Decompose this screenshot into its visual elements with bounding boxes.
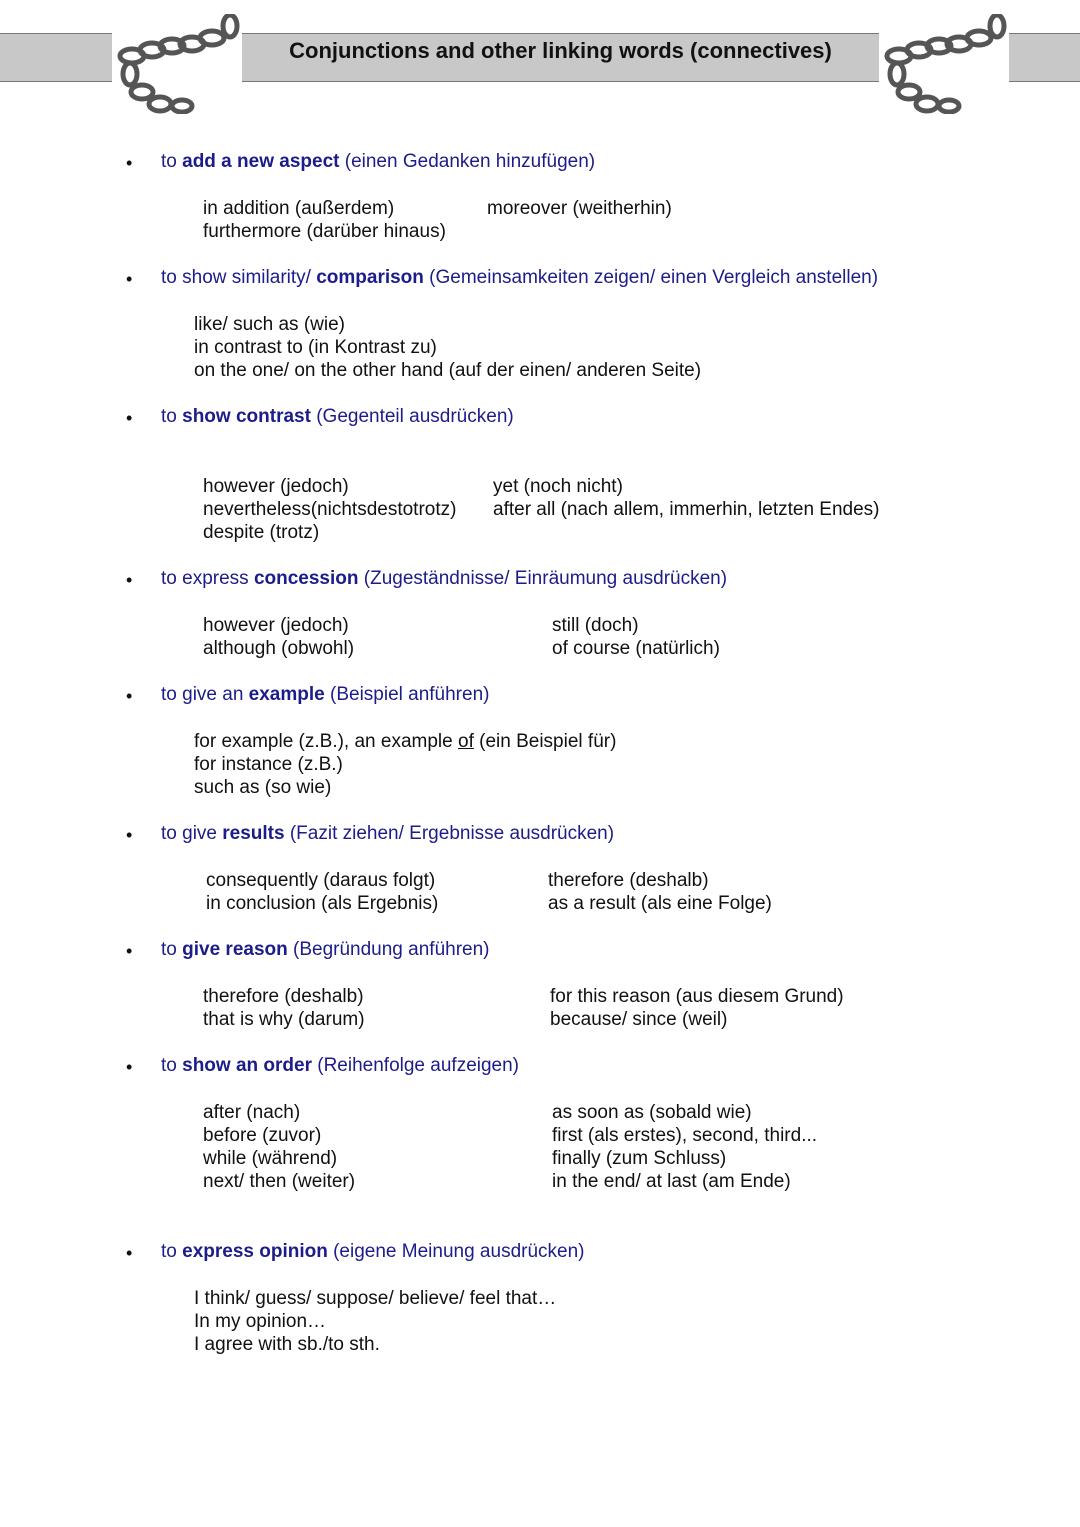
term-column-left: [194, 730, 616, 799]
term-column-right: [548, 869, 772, 915]
term: although (obwohl): [203, 638, 355, 659]
header-band-left: [0, 33, 112, 82]
bullet: •: [126, 1243, 133, 1263]
term-column-right: [487, 197, 672, 220]
section-heading: to give an example (Beispiel anführen): [161, 684, 490, 705]
chain-icon: [112, 14, 242, 114]
section-heading: to give results (Fazit ziehen/ Ergebnisse ausdrücken): [161, 823, 615, 844]
section-heading: to add a new aspect (einen Gedanken hinzufügen): [161, 151, 596, 172]
term: of course (natürlich): [552, 638, 720, 659]
term-column-right: [552, 1101, 817, 1193]
term: in the end/ at last (am Ende): [552, 1171, 791, 1192]
term: first (als erstes), second, third...: [552, 1125, 818, 1146]
term: moreover (weitherhin): [487, 198, 672, 219]
term: that is why (darum): [203, 1009, 365, 1030]
page-title: Conjunctions and other linking words (connectives): [289, 38, 832, 63]
chain-icon: [879, 14, 1009, 114]
term: as a result (als eine Folge): [548, 893, 772, 914]
bullet: •: [126, 825, 133, 845]
term-column-left: [203, 614, 354, 660]
section-heading: to show contrast (Gegenteil ausdrücken): [161, 406, 514, 427]
term: I think/ guess/ suppose/ believe/ feel that…: [194, 1288, 557, 1309]
term: for example (z.B.), an example of (ein Beispiel für): [194, 731, 617, 752]
term: still (doch): [552, 615, 639, 636]
term: however (jedoch): [203, 615, 349, 636]
term: after all (nach allem, immerhin, letzten Endes): [493, 499, 880, 520]
term: in addition (außerdem): [203, 198, 395, 219]
term: in conclusion (als Ergebnis): [206, 893, 439, 914]
bullet: •: [126, 269, 133, 289]
bullet: •: [126, 1057, 133, 1077]
bullet: •: [126, 570, 133, 590]
term: consequently (daraus folgt): [206, 870, 436, 891]
term: like/ such as (wie): [194, 314, 345, 335]
term: therefore (deshalb): [548, 870, 709, 891]
term: after (nach): [203, 1102, 301, 1123]
term-column-left: [194, 1287, 556, 1356]
term: nevertheless(nichtsdestotrotz): [203, 499, 457, 520]
term-column-left: [203, 1101, 355, 1193]
term-column-right: [552, 614, 720, 660]
term: In my opinion…: [194, 1311, 327, 1332]
term-column-right: [493, 475, 880, 521]
term-column-left: [203, 197, 446, 243]
section-heading: to show similarity/ comparison (Gemeinsamkeiten zeigen/ einen Vergleich anstellen): [161, 267, 879, 288]
bullet: •: [126, 408, 133, 428]
header-band-right: [1009, 33, 1080, 82]
term: in contrast to (in Kontrast zu): [194, 337, 437, 358]
bullet: •: [126, 941, 133, 961]
term: yet (noch nicht): [493, 476, 623, 497]
term: I agree with sb./to sth.: [194, 1334, 380, 1355]
term: finally (zum Schluss): [552, 1148, 727, 1169]
term: for this reason (aus diesem Grund): [550, 986, 844, 1007]
term: such as (so wie): [194, 777, 332, 798]
term: however (jedoch): [203, 476, 349, 497]
term: as soon as (sobald wie): [552, 1102, 752, 1123]
term-column-left: [206, 869, 438, 915]
term: despite (trotz): [203, 522, 320, 543]
term: furthermore (darüber hinaus): [203, 221, 446, 242]
term: while (während): [203, 1148, 338, 1169]
term-column-left: [194, 313, 701, 382]
term-column-left: [203, 985, 365, 1031]
term: next/ then (weiter): [203, 1171, 356, 1192]
section-heading: to express concession (Zugeständnisse/ Einräumung ausdrücken): [161, 568, 728, 589]
term-column-left: [203, 475, 456, 544]
term: for instance (z.B.): [194, 754, 343, 775]
bullet: •: [126, 153, 133, 173]
bullet: •: [126, 686, 133, 706]
section-heading: to express opinion (eigene Meinung ausdrücken): [161, 1241, 585, 1262]
term: on the one/ on the other hand (auf der einen/ anderen Seite): [194, 360, 702, 381]
term-column-right: [550, 985, 844, 1031]
term: because/ since (weil): [550, 1009, 728, 1030]
section-heading: to show an order (Reihenfolge aufzeigen): [161, 1055, 520, 1076]
section-heading: to give reason (Begründung anführen): [161, 939, 490, 960]
term: therefore (deshalb): [203, 986, 364, 1007]
term: before (zuvor): [203, 1125, 322, 1146]
